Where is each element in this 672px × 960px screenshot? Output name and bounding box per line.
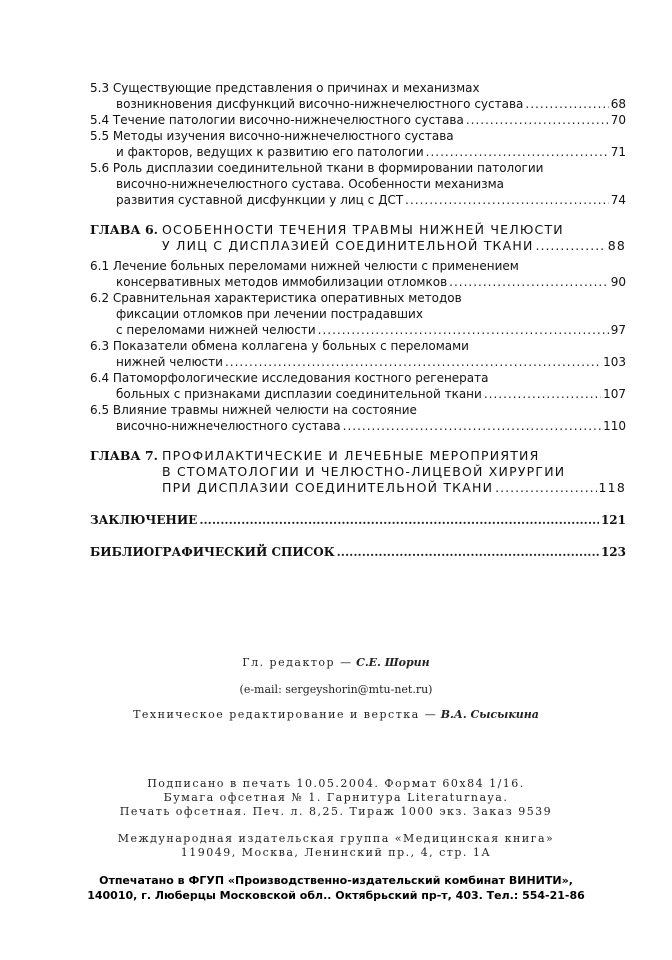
publisher-info: Международная издательская группа «Медицинская книга» 119049, Москва, Ленинский пр., 4, стр. 1А (117, 832, 555, 859)
leader-dots (343, 418, 601, 434)
toc-line-last: и факторов, ведущих к развитию его патологии ..... 71 (90, 144, 626, 160)
leader-dots (405, 192, 609, 208)
toc-bibliography: БИБЛИОГРАФИЧЕСКИЙ СПИСОК ..... 123 (90, 544, 626, 560)
page-number: 70 (610, 113, 626, 127)
page-number: 123 (600, 545, 626, 559)
leader-dots (426, 144, 609, 160)
leader-dots (199, 512, 599, 528)
page-number: 118 (598, 480, 626, 495)
toc-chapter-6 (90, 222, 626, 254)
leader-dots (484, 386, 601, 402)
page-number: 110 (603, 419, 626, 433)
toc-entry-5-4 (90, 112, 626, 128)
page-number: 71 (610, 145, 626, 159)
tech-editor-line: Техническое редактирование и верстка — В.А. Сысыкина (133, 708, 539, 721)
leader-dots (449, 274, 609, 290)
chapter-title: У ЛИЦ С ДИСПЛАЗИЕЙ СОЕДИНИТЕЛЬНОЙ ТКАНИ (162, 238, 534, 253)
toc-line-last: 5.4 Течение патологии височно-нижнечелюстного сустава ..... 70 (90, 112, 626, 128)
page-number: 121 (600, 513, 626, 527)
chief-editor-line: Гл. редактор — С.Е. Шорин (242, 656, 430, 669)
chapter-label: ГЛАВА 7. (90, 448, 159, 463)
printer-info: Отпечатано в ФГУП «Производственно-издательский комбинат ВИНИТИ», 140010, г. Люберцы Московской обл.. Октябрьский пр-т, 403. Тел.: 554-21-86 (87, 874, 585, 902)
page-number: 90 (610, 275, 626, 289)
tech-editor-name: В.А. Сысыкина (440, 708, 539, 721)
toc-line: 5.3 Существующие представления о причинах и механизмах (90, 81, 480, 95)
toc-entry-6-4: 6.4 Патоморфологические исследования костного регенерата больных с признаками дисплазии соединительной ткани ..... 107 (90, 370, 626, 402)
toc-entry-5-3 (90, 80, 626, 112)
toc-chapter-7 (90, 448, 626, 496)
leader-dots (466, 112, 609, 128)
toc-line-last: развития суставной дисфункции у лиц с ДСТ ..... 74 (90, 192, 626, 208)
print-details: Подписано в печать 10.05.2004. Формат 60x84 1/16. Бумага офсетная № 1. Гарнитура Literaturnaya. Печать офсетная. Печ. л. 8,25. Тираж 1000 экз. Заказ 9539 (119, 777, 553, 818)
leader-dots (525, 96, 608, 112)
chief-editor-name: С.Е. Шорин (356, 656, 430, 669)
leader-dots (495, 480, 596, 496)
toc-conclusion: ЗАКЛЮЧЕНИЕ ..... 121 (90, 512, 626, 528)
toc-line: 5.6 Роль дисплазии соединительной ткани в формировании патологии (90, 161, 544, 175)
page-number: 107 (603, 387, 626, 401)
toc-entry-6-3: 6.3 Показатели обмена коллагена у больных с переломами нижней челюсти ..... 103 (90, 338, 626, 370)
page-number: 88 (607, 238, 626, 253)
toc-entry-6-1: 6.1 Лечение больных переломами нижней челюсти с применением консервативных методов иммобилизации отломков ..... 90 (90, 258, 626, 290)
toc-line: 5.5 Методы изучения височно-нижнечелюстного сустава (90, 129, 454, 143)
toc-line: височно-нижнечелюстного сустава. Особенности механизма (116, 177, 505, 191)
page-number: 68 (610, 97, 626, 111)
chapter-title: ПРОФИЛАКТИЧЕСКИЕ И ЛЕЧЕБНЫЕ МЕРОПРИЯТИЯ (162, 448, 540, 463)
chapter-title: ОСОБЕННОСТИ ТЕЧЕНИЯ ТРАВМЫ НИЖНЕЙ ЧЕЛЮСТИ (162, 222, 564, 237)
page-number: 74 (610, 193, 626, 207)
toc-entry-5-6 (90, 160, 626, 208)
toc-line-last: возникновения дисфункций височно-нижнечелюстного сустава ..... 68 (90, 96, 626, 112)
leader-dots (337, 544, 599, 560)
editor-email: (e-mail: sergeyshorin@mtu-net.ru) (239, 683, 433, 696)
toc-entry-5-5 (90, 128, 626, 160)
chapter-label: ГЛАВА 6. (90, 222, 159, 237)
page-number: 103 (603, 355, 626, 369)
chapter-title: В СТОМАТОЛОГИИ И ЧЕЛЮСТНО-ЛИЦЕВОЙ ХИРУРГИИ (162, 464, 566, 479)
table-of-contents (90, 80, 626, 560)
leader-dots (536, 238, 606, 254)
leader-dots (318, 322, 609, 338)
toc-entry-6-5: 6.5 Влияние травмы нижней челюсти на состояние височно-нижнечелюстного сустава ..... 110 (90, 402, 626, 434)
page-number: 97 (610, 323, 626, 337)
chapter-title: ПРИ ДИСПЛАЗИИ СОЕДИНИТЕЛЬНОЙ ТКАНИ (162, 480, 494, 495)
leader-dots (225, 354, 601, 370)
toc-entry-6-2: 6.2 Сравнительная характеристика оперативных методов фиксации отломков при лечении пострадавших с переломами нижней челюсти ..... 97 (90, 290, 626, 338)
